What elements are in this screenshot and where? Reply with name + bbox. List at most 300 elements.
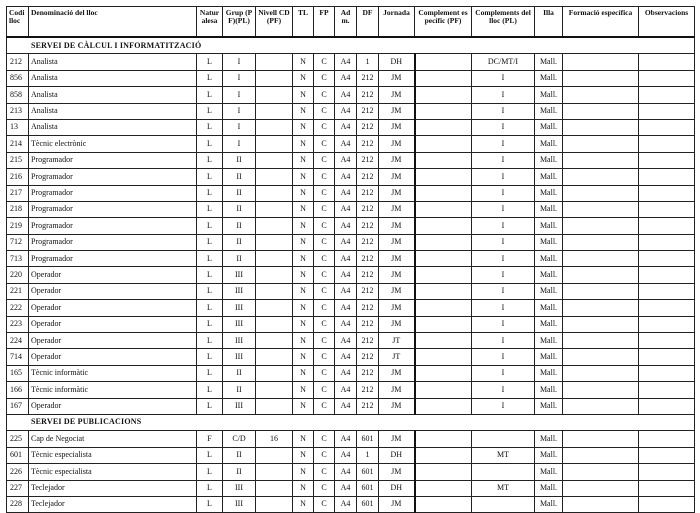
table-row (7, 365, 695, 381)
table-row (7, 267, 695, 283)
table-row (7, 398, 695, 414)
cell-fp: C (314, 185, 335, 201)
cell-codi: 216 (7, 169, 29, 185)
cell-observacions (639, 251, 695, 267)
table-row (7, 431, 695, 447)
cell-df: 212 (357, 169, 379, 185)
section-title: SERVEI DE CÀLCUL I INFORMATITZACIÓ (7, 37, 695, 54)
cell-adm: A4 (335, 447, 357, 463)
cell-denominacio: Operador (29, 349, 197, 365)
cell-naturalesa: F (197, 431, 223, 447)
cell-codi: 217 (7, 185, 29, 201)
cell-complements-pl: I (472, 365, 535, 381)
cell-tl: N (293, 382, 314, 398)
cell-illa: Mall. (535, 431, 563, 447)
table-row (7, 152, 695, 168)
cell-denominacio: Operador (29, 333, 197, 349)
cell-illa: Mall. (535, 251, 563, 267)
cell-fp: C (314, 87, 335, 103)
cell-adm: A4 (335, 480, 357, 496)
cell-formacio (563, 447, 639, 463)
cell-complement-pf (415, 103, 472, 119)
cell-naturalesa: L (197, 300, 223, 316)
cell-naturalesa: L (197, 136, 223, 152)
cell-nivell (256, 218, 293, 234)
cell-df: 212 (357, 103, 379, 119)
cell-jornada: DH (379, 480, 415, 496)
cell-denominacio: Tècnic especialista (29, 464, 197, 480)
cell-denominacio: Programador (29, 234, 197, 250)
cell-df: 601 (357, 496, 379, 512)
cell-illa: Mall. (535, 316, 563, 332)
cell-codi: 225 (7, 431, 29, 447)
cell-formacio (563, 300, 639, 316)
cell-formacio (563, 464, 639, 480)
cell-grup: I (223, 87, 256, 103)
cell-df: 212 (357, 152, 379, 168)
cell-complements-pl: I (472, 251, 535, 267)
cell-df: 212 (357, 251, 379, 267)
cell-illa: Mall. (535, 267, 563, 283)
cell-complement-pf (415, 464, 472, 480)
cell-formacio (563, 54, 639, 70)
cell-formacio (563, 70, 639, 86)
cell-tl: N (293, 103, 314, 119)
cell-complements-pl: I (472, 201, 535, 217)
cell-grup: C/D (223, 431, 256, 447)
cell-adm: A4 (335, 70, 357, 86)
cell-naturalesa: L (197, 365, 223, 381)
cell-denominacio: Teclejador (29, 480, 197, 496)
cell-formacio (563, 119, 639, 135)
positions-table (6, 6, 695, 513)
cell-adm: A4 (335, 365, 357, 381)
cell-codi: 714 (7, 349, 29, 365)
cell-grup: II (223, 201, 256, 217)
cell-naturalesa: L (197, 267, 223, 283)
cell-formacio (563, 152, 639, 168)
cell-fp: C (314, 70, 335, 86)
cell-adm: A4 (335, 316, 357, 332)
cell-tl: N (293, 152, 314, 168)
cell-denominacio: Tècnic informàtic (29, 365, 197, 381)
cell-naturalesa: L (197, 480, 223, 496)
cell-df: 212 (357, 234, 379, 250)
cell-nivell (256, 333, 293, 349)
cell-jornada: DH (379, 54, 415, 70)
cell-complements-pl: DC/MT/I (472, 54, 535, 70)
cell-adm: A4 (335, 169, 357, 185)
cell-fp: C (314, 316, 335, 332)
cell-tl: N (293, 349, 314, 365)
cell-grup: II (223, 218, 256, 234)
header-complements-pl: Complements del lloc (PL) (472, 7, 535, 38)
cell-observacions (639, 316, 695, 332)
cell-complement-pf (415, 349, 472, 365)
cell-codi: 220 (7, 267, 29, 283)
cell-denominacio: Programador (29, 169, 197, 185)
cell-grup: II (223, 464, 256, 480)
cell-df: 212 (357, 349, 379, 365)
cell-naturalesa: L (197, 103, 223, 119)
table-row (7, 480, 695, 496)
cell-observacions (639, 300, 695, 316)
cell-df: 212 (357, 70, 379, 86)
cell-illa: Mall. (535, 333, 563, 349)
cell-tl: N (293, 267, 314, 283)
cell-jornada: JM (379, 496, 415, 512)
cell-fp: C (314, 480, 335, 496)
cell-illa: Mall. (535, 54, 563, 70)
cell-complement-pf (415, 480, 472, 496)
cell-tl: N (293, 300, 314, 316)
cell-grup: III (223, 267, 256, 283)
table-row (7, 103, 695, 119)
cell-df: 212 (357, 382, 379, 398)
cell-tl: N (293, 333, 314, 349)
cell-codi: 212 (7, 54, 29, 70)
cell-observacions (639, 119, 695, 135)
cell-illa: Mall. (535, 234, 563, 250)
cell-formacio (563, 316, 639, 332)
cell-complements-pl: I (472, 382, 535, 398)
cell-observacions (639, 234, 695, 250)
cell-adm: A4 (335, 283, 357, 299)
cell-formacio (563, 234, 639, 250)
cell-illa: Mall. (535, 185, 563, 201)
cell-observacions (639, 185, 695, 201)
cell-fp: C (314, 54, 335, 70)
cell-observacions (639, 480, 695, 496)
cell-adm: A4 (335, 119, 357, 135)
cell-nivell (256, 119, 293, 135)
cell-observacions (639, 431, 695, 447)
cell-formacio (563, 136, 639, 152)
cell-df: 212 (357, 316, 379, 332)
cell-fp: C (314, 251, 335, 267)
cell-nivell (256, 382, 293, 398)
cell-formacio (563, 251, 639, 267)
table-row (7, 251, 695, 267)
cell-complement-pf (415, 283, 472, 299)
cell-fp: C (314, 300, 335, 316)
cell-fp: C (314, 496, 335, 512)
cell-nivell (256, 152, 293, 168)
cell-fp: C (314, 201, 335, 217)
cell-illa: Mall. (535, 382, 563, 398)
cell-naturalesa: L (197, 70, 223, 86)
cell-complement-pf (415, 447, 472, 463)
cell-nivell (256, 267, 293, 283)
cell-grup: I (223, 103, 256, 119)
cell-formacio (563, 103, 639, 119)
table-body (7, 37, 695, 513)
cell-tl: N (293, 185, 314, 201)
cell-jornada: JM (379, 283, 415, 299)
cell-complements-pl: I (472, 398, 535, 414)
cell-complement-pf (415, 333, 472, 349)
cell-naturalesa: L (197, 218, 223, 234)
table-row (7, 87, 695, 103)
cell-formacio (563, 365, 639, 381)
cell-complement-pf (415, 316, 472, 332)
cell-grup: II (223, 185, 256, 201)
cell-formacio (563, 218, 639, 234)
cell-adm: A4 (335, 87, 357, 103)
table-row (7, 300, 695, 316)
cell-df: 212 (357, 218, 379, 234)
cell-denominacio: Operador (29, 283, 197, 299)
cell-formacio (563, 382, 639, 398)
cell-jornada: JM (379, 267, 415, 283)
cell-illa: Mall. (535, 70, 563, 86)
cell-nivell (256, 251, 293, 267)
cell-df: 212 (357, 365, 379, 381)
cell-illa: Mall. (535, 496, 563, 512)
cell-nivell (256, 201, 293, 217)
cell-denominacio: Analista (29, 103, 197, 119)
cell-tl: N (293, 398, 314, 414)
cell-fp: C (314, 103, 335, 119)
cell-jornada: JM (379, 152, 415, 168)
cell-jornada: JM (379, 316, 415, 332)
cell-observacions (639, 496, 695, 512)
cell-denominacio: Programador (29, 201, 197, 217)
cell-observacions (639, 267, 695, 283)
table-row (7, 349, 695, 365)
cell-complements-pl: I (472, 169, 535, 185)
cell-complement-pf (415, 87, 472, 103)
cell-complements-pl: I (472, 103, 535, 119)
cell-codi: 856 (7, 70, 29, 86)
cell-complements-pl (472, 431, 535, 447)
cell-grup: II (223, 152, 256, 168)
cell-complements-pl: I (472, 152, 535, 168)
table-row (7, 496, 695, 512)
cell-nivell (256, 234, 293, 250)
table-row (7, 119, 695, 135)
cell-complement-pf (415, 185, 472, 201)
cell-complement-pf (415, 152, 472, 168)
cell-illa: Mall. (535, 398, 563, 414)
cell-illa: Mall. (535, 480, 563, 496)
cell-adm: A4 (335, 496, 357, 512)
cell-formacio (563, 169, 639, 185)
cell-adm: A4 (335, 251, 357, 267)
cell-illa: Mall. (535, 447, 563, 463)
cell-jornada: JM (379, 300, 415, 316)
cell-denominacio: Programador (29, 185, 197, 201)
cell-observacions (639, 169, 695, 185)
cell-df: 212 (357, 283, 379, 299)
cell-complements-pl: I (472, 300, 535, 316)
cell-df: 212 (357, 201, 379, 217)
header-codi: Codi lloc (7, 7, 29, 38)
cell-nivell (256, 136, 293, 152)
cell-adm: A4 (335, 152, 357, 168)
cell-complements-pl: I (472, 136, 535, 152)
cell-df: 601 (357, 464, 379, 480)
table-row (7, 185, 695, 201)
cell-tl: N (293, 447, 314, 463)
cell-observacions (639, 349, 695, 365)
header-formacio: Formació específica (563, 7, 639, 38)
cell-nivell (256, 87, 293, 103)
cell-adm: A4 (335, 382, 357, 398)
cell-observacions (639, 70, 695, 86)
cell-grup: III (223, 316, 256, 332)
table-row (7, 70, 695, 86)
table-header-row (7, 7, 695, 38)
cell-fp: C (314, 365, 335, 381)
cell-jornada: JM (379, 464, 415, 480)
cell-complements-pl: MT (472, 447, 535, 463)
table-row (7, 333, 695, 349)
cell-observacions (639, 464, 695, 480)
cell-codi: 166 (7, 382, 29, 398)
cell-jornada: JM (379, 251, 415, 267)
cell-illa: Mall. (535, 152, 563, 168)
cell-fp: C (314, 119, 335, 135)
cell-complement-pf (415, 234, 472, 250)
cell-denominacio: Operador (29, 398, 197, 414)
cell-nivell (256, 300, 293, 316)
cell-nivell (256, 70, 293, 86)
cell-jornada: JM (379, 398, 415, 414)
cell-jornada: JM (379, 201, 415, 217)
cell-formacio (563, 87, 639, 103)
cell-codi: 13 (7, 119, 29, 135)
cell-nivell (256, 185, 293, 201)
cell-codi: 713 (7, 251, 29, 267)
cell-df: 212 (357, 136, 379, 152)
cell-tl: N (293, 119, 314, 135)
cell-adm: A4 (335, 103, 357, 119)
cell-illa: Mall. (535, 365, 563, 381)
cell-illa: Mall. (535, 169, 563, 185)
cell-df: 212 (357, 267, 379, 283)
cell-complement-pf (415, 300, 472, 316)
cell-jornada: DH (379, 447, 415, 463)
cell-tl: N (293, 283, 314, 299)
cell-complement-pf (415, 169, 472, 185)
cell-denominacio: Tècnic especialista (29, 447, 197, 463)
cell-jornada: JM (379, 431, 415, 447)
cell-codi: 221 (7, 283, 29, 299)
cell-grup: III (223, 480, 256, 496)
cell-codi: 224 (7, 333, 29, 349)
cell-formacio (563, 185, 639, 201)
header-tl: TL (293, 7, 314, 38)
cell-jornada: JM (379, 87, 415, 103)
header-nivell: Nivell CD (PF) (256, 7, 293, 38)
cell-fp: C (314, 398, 335, 414)
cell-grup: III (223, 333, 256, 349)
cell-complements-pl: I (472, 283, 535, 299)
cell-illa: Mall. (535, 136, 563, 152)
header-grup: Grup (PF)(PL) (223, 7, 256, 38)
cell-naturalesa: L (197, 447, 223, 463)
section-title: SERVEI DE PUBLICACIONS (7, 414, 695, 430)
cell-complement-pf (415, 398, 472, 414)
header-jornada: Jornada (379, 7, 415, 38)
cell-codi: 165 (7, 365, 29, 381)
cell-codi: 219 (7, 218, 29, 234)
cell-denominacio: Operador (29, 300, 197, 316)
cell-tl: N (293, 169, 314, 185)
table-row (7, 447, 695, 463)
cell-jornada: JM (379, 365, 415, 381)
header-fp: FP (314, 7, 335, 38)
cell-nivell (256, 169, 293, 185)
section-header-row (7, 414, 695, 430)
cell-complements-pl: I (472, 267, 535, 283)
cell-complement-pf (415, 431, 472, 447)
cell-tl: N (293, 136, 314, 152)
cell-tl: N (293, 365, 314, 381)
cell-tl: N (293, 464, 314, 480)
cell-observacions (639, 218, 695, 234)
cell-complement-pf (415, 136, 472, 152)
cell-fp: C (314, 169, 335, 185)
cell-complements-pl: I (472, 185, 535, 201)
cell-illa: Mall. (535, 87, 563, 103)
cell-tl: N (293, 496, 314, 512)
cell-observacions (639, 201, 695, 217)
table-row (7, 201, 695, 217)
cell-observacions (639, 103, 695, 119)
cell-naturalesa: L (197, 169, 223, 185)
cell-grup: III (223, 398, 256, 414)
table-row (7, 169, 695, 185)
cell-tl: N (293, 70, 314, 86)
cell-complements-pl: I (472, 87, 535, 103)
cell-adm: A4 (335, 431, 357, 447)
table-row (7, 382, 695, 398)
cell-naturalesa: L (197, 152, 223, 168)
cell-complements-pl: I (472, 234, 535, 250)
cell-complement-pf (415, 218, 472, 234)
cell-grup: II (223, 365, 256, 381)
cell-denominacio: Programador (29, 251, 197, 267)
table-row (7, 283, 695, 299)
cell-denominacio: Operador (29, 316, 197, 332)
cell-nivell (256, 316, 293, 332)
cell-grup: III (223, 496, 256, 512)
cell-df: 212 (357, 333, 379, 349)
cell-fp: C (314, 431, 335, 447)
cell-formacio (563, 349, 639, 365)
cell-observacions (639, 54, 695, 70)
cell-observacions (639, 447, 695, 463)
cell-naturalesa: L (197, 496, 223, 512)
cell-tl: N (293, 54, 314, 70)
cell-illa: Mall. (535, 300, 563, 316)
cell-fp: C (314, 152, 335, 168)
cell-fp: C (314, 136, 335, 152)
cell-df: 1 (357, 447, 379, 463)
cell-fp: C (314, 218, 335, 234)
cell-denominacio: Programador (29, 218, 197, 234)
cell-formacio (563, 333, 639, 349)
cell-tl: N (293, 251, 314, 267)
header-naturalesa: Naturalesa (197, 7, 223, 38)
cell-naturalesa: L (197, 333, 223, 349)
cell-codi: 167 (7, 398, 29, 414)
cell-jornada: JT (379, 349, 415, 365)
cell-grup: III (223, 283, 256, 299)
cell-illa: Mall. (535, 218, 563, 234)
